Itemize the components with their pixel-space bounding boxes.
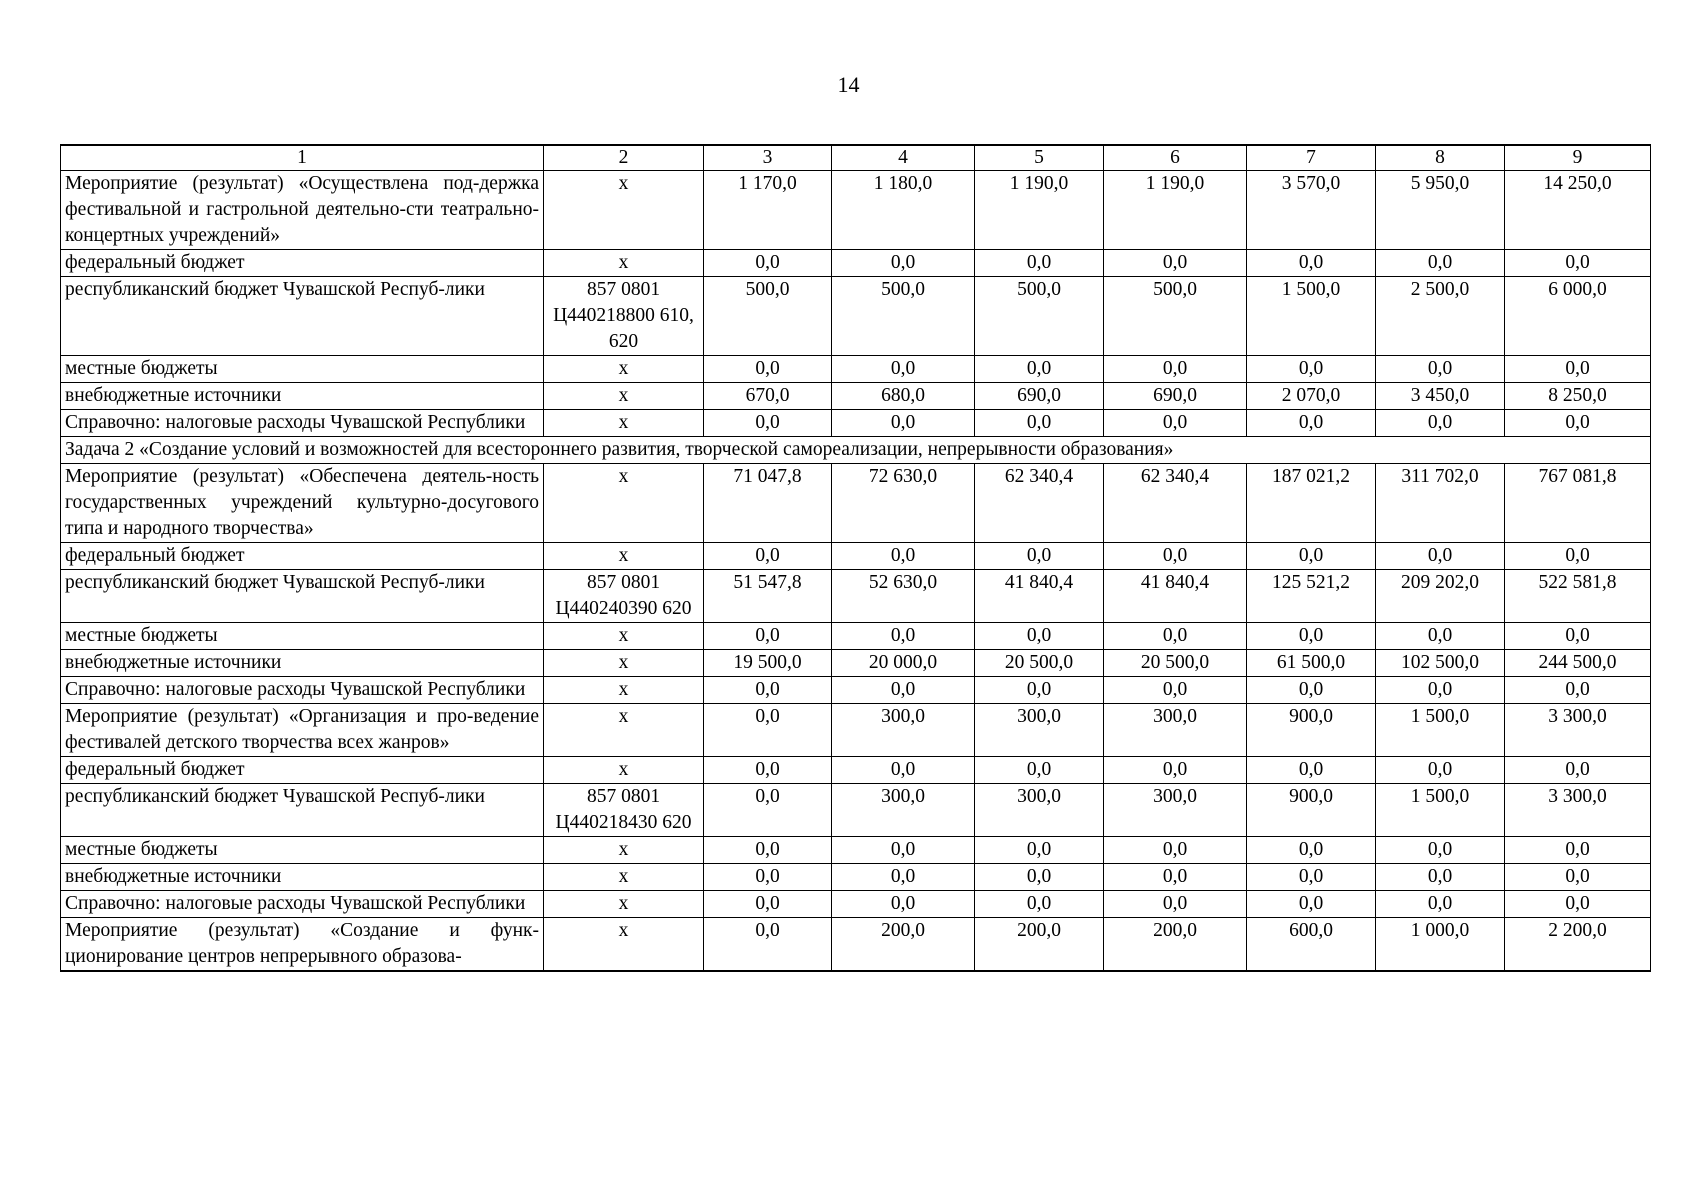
value-cell: 0,0	[1376, 356, 1505, 383]
value-cell: 1 180,0	[832, 171, 975, 250]
value-cell: 0,0	[1104, 757, 1247, 784]
value-cell: 62 340,4	[1104, 464, 1247, 543]
value-cell: 690,0	[975, 383, 1104, 410]
value-cell: 0,0	[975, 410, 1104, 437]
table-row	[61, 704, 1651, 757]
value-cell: 0,0	[704, 677, 832, 704]
row-name: Справочно: налоговые расходы Чувашской Республики	[61, 891, 544, 918]
value-cell: 0,0	[704, 918, 832, 972]
value-cell: 187 021,2	[1247, 464, 1376, 543]
column-number: 6	[1104, 145, 1247, 171]
value-cell: 522 581,8	[1505, 570, 1651, 623]
value-cell: 244 500,0	[1505, 650, 1651, 677]
value-cell: 3 300,0	[1505, 704, 1651, 757]
value-cell: 0,0	[1247, 677, 1376, 704]
value-cell: 500,0	[1104, 277, 1247, 356]
value-cell: 20 000,0	[832, 650, 975, 677]
table-row	[61, 757, 1651, 784]
value-cell: 0,0	[1247, 250, 1376, 277]
value-cell: 0,0	[1376, 410, 1505, 437]
value-cell: 0,0	[832, 543, 975, 570]
value-cell: 6 000,0	[1505, 277, 1651, 356]
value-cell: 0,0	[1505, 837, 1651, 864]
value-cell: 1 190,0	[1104, 171, 1247, 250]
table-row	[61, 864, 1651, 891]
row-name: Мероприятие (результат) «Обеспечена деятель-ность государственных учреждений культурно-досугового типа и народного творчества»	[61, 464, 544, 543]
budget-code: х	[544, 757, 704, 784]
table-row	[61, 784, 1651, 837]
budget-code: х	[544, 704, 704, 757]
value-cell: 20 500,0	[1104, 650, 1247, 677]
value-cell: 209 202,0	[1376, 570, 1505, 623]
value-cell: 670,0	[704, 383, 832, 410]
value-cell: 0,0	[1376, 891, 1505, 918]
budget-code: х	[544, 250, 704, 277]
value-cell: 0,0	[1247, 757, 1376, 784]
budget-code: х	[544, 864, 704, 891]
table-row	[61, 356, 1651, 383]
value-cell: 200,0	[1104, 918, 1247, 972]
value-cell: 0,0	[704, 784, 832, 837]
value-cell: 0,0	[1505, 864, 1651, 891]
value-cell: 200,0	[975, 918, 1104, 972]
value-cell: 2 500,0	[1376, 277, 1505, 356]
value-cell: 0,0	[1104, 891, 1247, 918]
budget-code: х	[544, 171, 704, 250]
column-number: 4	[832, 145, 975, 171]
value-cell: 72 630,0	[832, 464, 975, 543]
budget-code: х	[544, 918, 704, 972]
table-row	[61, 543, 1651, 570]
value-cell: 0,0	[975, 864, 1104, 891]
column-number: 3	[704, 145, 832, 171]
value-cell: 300,0	[975, 784, 1104, 837]
table-row	[61, 570, 1651, 623]
value-cell: 311 702,0	[1376, 464, 1505, 543]
row-name: внебюджетные источники	[61, 864, 544, 891]
value-cell: 0,0	[1505, 677, 1651, 704]
value-cell: 300,0	[1104, 784, 1247, 837]
value-cell: 0,0	[832, 250, 975, 277]
table-row	[61, 277, 1651, 356]
column-number: 1	[61, 145, 544, 171]
value-cell: 0,0	[1505, 356, 1651, 383]
value-cell: 1 170,0	[704, 171, 832, 250]
value-cell: 0,0	[1505, 543, 1651, 570]
value-cell: 680,0	[832, 383, 975, 410]
column-number: 7	[1247, 145, 1376, 171]
value-cell: 0,0	[832, 864, 975, 891]
value-cell: 0,0	[1104, 543, 1247, 570]
value-cell: 1 500,0	[1247, 277, 1376, 356]
value-cell: 0,0	[1376, 864, 1505, 891]
row-name: республиканский бюджет Чувашской Респуб-лики	[61, 277, 544, 356]
value-cell: 0,0	[704, 891, 832, 918]
value-cell: 3 300,0	[1505, 784, 1651, 837]
value-cell: 0,0	[1505, 891, 1651, 918]
value-cell: 0,0	[1505, 410, 1651, 437]
value-cell: 600,0	[1247, 918, 1376, 972]
budget-code: х	[544, 356, 704, 383]
value-cell: 0,0	[1376, 623, 1505, 650]
value-cell: 0,0	[704, 837, 832, 864]
value-cell: 0,0	[1104, 356, 1247, 383]
row-name: внебюджетные источники	[61, 650, 544, 677]
value-cell: 0,0	[1376, 757, 1505, 784]
value-cell: 0,0	[832, 623, 975, 650]
value-cell: 0,0	[704, 250, 832, 277]
value-cell: 0,0	[832, 356, 975, 383]
value-cell: 0,0	[975, 757, 1104, 784]
value-cell: 900,0	[1247, 784, 1376, 837]
budget-code: 857 0801 Ц440240390 620	[544, 570, 704, 623]
value-cell: 0,0	[704, 864, 832, 891]
value-cell: 0,0	[704, 356, 832, 383]
value-cell: 0,0	[1376, 677, 1505, 704]
value-cell: 3 450,0	[1376, 383, 1505, 410]
row-name: Справочно: налоговые расходы Чувашской Республики	[61, 410, 544, 437]
value-cell: 0,0	[1505, 757, 1651, 784]
value-cell: 500,0	[975, 277, 1104, 356]
row-name: республиканский бюджет Чувашской Респуб-лики	[61, 784, 544, 837]
value-cell: 5 950,0	[1376, 171, 1505, 250]
budget-code: 857 0801 Ц440218430 620	[544, 784, 704, 837]
value-cell: 300,0	[832, 784, 975, 837]
value-cell: 0,0	[704, 757, 832, 784]
value-cell: 1 190,0	[975, 171, 1104, 250]
value-cell: 0,0	[975, 891, 1104, 918]
row-name: Мероприятие (результат) «Организация и про-ведение фестивалей детского творчества всех жанров»	[61, 704, 544, 757]
table-row	[61, 650, 1651, 677]
value-cell: 0,0	[1247, 543, 1376, 570]
value-cell: 500,0	[832, 277, 975, 356]
value-cell: 0,0	[1376, 837, 1505, 864]
value-cell: 14 250,0	[1505, 171, 1651, 250]
budget-code: 857 0801 Ц440218800 610, 620	[544, 277, 704, 356]
table-row	[61, 464, 1651, 543]
value-cell: 8 250,0	[1505, 383, 1651, 410]
column-number: 5	[975, 145, 1104, 171]
budget-code: х	[544, 837, 704, 864]
table-row	[61, 837, 1651, 864]
table-body	[61, 145, 1651, 971]
row-name: федеральный бюджет	[61, 543, 544, 570]
table-row	[61, 891, 1651, 918]
value-cell: 0,0	[975, 250, 1104, 277]
row-name: республиканский бюджет Чувашской Респуб-лики	[61, 570, 544, 623]
value-cell: 125 521,2	[1247, 570, 1376, 623]
value-cell: 0,0	[1104, 410, 1247, 437]
value-cell: 900,0	[1247, 704, 1376, 757]
table-row	[61, 383, 1651, 410]
value-cell: 0,0	[975, 837, 1104, 864]
value-cell: 41 840,4	[1104, 570, 1247, 623]
value-cell: 0,0	[1247, 837, 1376, 864]
column-number: 9	[1505, 145, 1651, 171]
table-row	[61, 677, 1651, 704]
row-name: местные бюджеты	[61, 356, 544, 383]
page-number: 14	[837, 72, 860, 97]
value-cell: 300,0	[832, 704, 975, 757]
row-name: федеральный бюджет	[61, 250, 544, 277]
value-cell: 0,0	[704, 543, 832, 570]
value-cell: 3 570,0	[1247, 171, 1376, 250]
row-name: местные бюджеты	[61, 623, 544, 650]
column-number: 8	[1376, 145, 1505, 171]
value-cell: 41 840,4	[975, 570, 1104, 623]
row-name: федеральный бюджет	[61, 757, 544, 784]
value-cell: 0,0	[1104, 677, 1247, 704]
value-cell: 1 500,0	[1376, 784, 1505, 837]
value-cell: 0,0	[704, 704, 832, 757]
value-cell: 0,0	[1247, 410, 1376, 437]
task-title: Задача 2 «Создание условий и возможностей для всестороннего развития, творческой самореализации, непрерывности образования»	[61, 437, 1651, 464]
value-cell: 0,0	[832, 757, 975, 784]
value-cell: 0,0	[1247, 864, 1376, 891]
table-row	[61, 171, 1651, 250]
value-cell: 19 500,0	[704, 650, 832, 677]
value-cell: 0,0	[1247, 623, 1376, 650]
value-cell: 52 630,0	[832, 570, 975, 623]
value-cell: 20 500,0	[975, 650, 1104, 677]
value-cell: 0,0	[1104, 250, 1247, 277]
table-row	[61, 918, 1651, 972]
budget-code: х	[544, 410, 704, 437]
row-name: Мероприятие (результат) «Создание и функ-ционирование центров непрерывного образова-	[61, 918, 544, 972]
budget-code: х	[544, 543, 704, 570]
value-cell: 0,0	[975, 543, 1104, 570]
row-name: местные бюджеты	[61, 837, 544, 864]
value-cell: 0,0	[1376, 250, 1505, 277]
value-cell: 0,0	[1104, 837, 1247, 864]
task-row	[61, 437, 1651, 464]
column-number-row	[61, 145, 1651, 171]
value-cell: 0,0	[832, 891, 975, 918]
value-cell: 0,0	[1505, 250, 1651, 277]
value-cell: 0,0	[832, 410, 975, 437]
value-cell: 0,0	[832, 677, 975, 704]
value-cell: 0,0	[832, 837, 975, 864]
row-name: внебюджетные источники	[61, 383, 544, 410]
value-cell: 300,0	[975, 704, 1104, 757]
value-cell: 0,0	[1376, 543, 1505, 570]
value-cell: 61 500,0	[1247, 650, 1376, 677]
table-row	[61, 410, 1651, 437]
budget-code: х	[544, 891, 704, 918]
value-cell: 767 081,8	[1505, 464, 1651, 543]
budget-code: х	[544, 677, 704, 704]
value-cell: 690,0	[1104, 383, 1247, 410]
table-row	[61, 250, 1651, 277]
value-cell: 200,0	[832, 918, 975, 972]
value-cell: 0,0	[704, 410, 832, 437]
row-name: Справочно: налоговые расходы Чувашской Республики	[61, 677, 544, 704]
column-number: 2	[544, 145, 704, 171]
budget-table	[60, 144, 1651, 972]
value-cell: 71 047,8	[704, 464, 832, 543]
value-cell: 0,0	[1247, 356, 1376, 383]
value-cell: 300,0	[1104, 704, 1247, 757]
value-cell: 51 547,8	[704, 570, 832, 623]
value-cell: 2 200,0	[1505, 918, 1651, 972]
budget-code: х	[544, 464, 704, 543]
value-cell: 0,0	[975, 677, 1104, 704]
budget-code: х	[544, 383, 704, 410]
value-cell: 0,0	[1247, 891, 1376, 918]
value-cell: 1 500,0	[1376, 704, 1505, 757]
value-cell: 1 000,0	[1376, 918, 1505, 972]
budget-code: х	[544, 650, 704, 677]
row-name: Мероприятие (результат) «Осуществлена под-держка фестивальной и гастрольной деятельно-сти театрально-концертных учреждений»	[61, 171, 544, 250]
table-row	[61, 623, 1651, 650]
value-cell: 102 500,0	[1376, 650, 1505, 677]
value-cell: 0,0	[975, 356, 1104, 383]
value-cell: 500,0	[704, 277, 832, 356]
value-cell: 62 340,4	[975, 464, 1104, 543]
value-cell: 0,0	[1505, 623, 1651, 650]
value-cell: 2 070,0	[1247, 383, 1376, 410]
value-cell: 0,0	[1104, 864, 1247, 891]
value-cell: 0,0	[975, 623, 1104, 650]
value-cell: 0,0	[704, 623, 832, 650]
budget-code: х	[544, 623, 704, 650]
value-cell: 0,0	[1104, 623, 1247, 650]
